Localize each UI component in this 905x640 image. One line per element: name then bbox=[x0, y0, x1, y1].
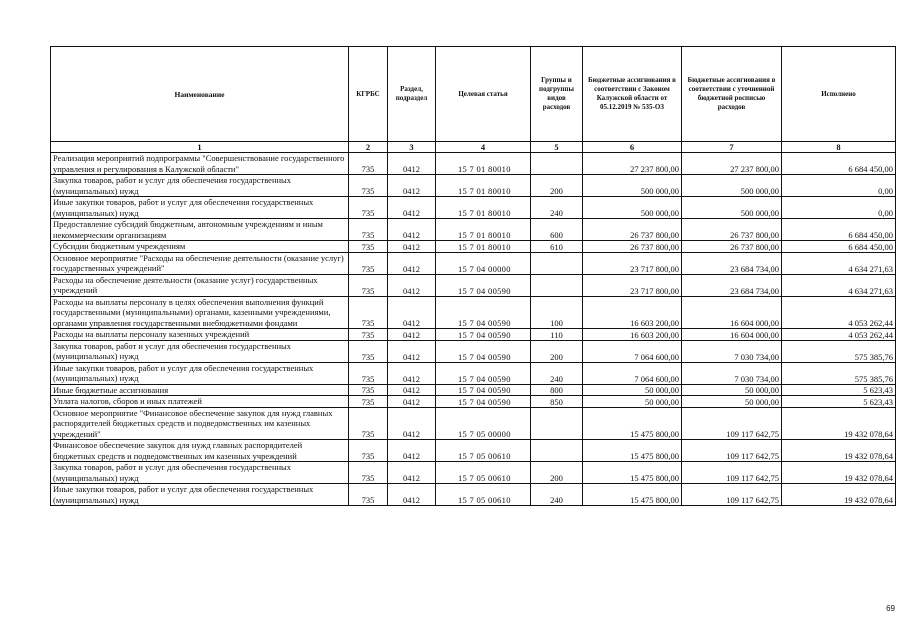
row-kgrbs: 735 bbox=[349, 362, 388, 384]
row-law-amount: 15 475 800,00 bbox=[583, 484, 682, 506]
row-refined-amount: 27 237 800,00 bbox=[682, 153, 782, 175]
row-section: 0412 bbox=[388, 362, 436, 384]
table-row bbox=[51, 274, 896, 296]
row-name: Основное мероприятие "Расходы на обеспечение деятельности (оказание услуг) государственных учреждений" bbox=[51, 252, 349, 274]
row-section: 0412 bbox=[388, 440, 436, 462]
row-section: 0412 bbox=[388, 252, 436, 274]
row-executed-amount: 0,00 bbox=[782, 175, 896, 197]
row-target: 15 7 01 80010 bbox=[436, 241, 531, 253]
column-number: 8 bbox=[782, 142, 896, 153]
row-executed-amount: 5 623,43 bbox=[782, 396, 896, 408]
row-kgrbs: 735 bbox=[349, 484, 388, 506]
row-refined-amount: 500 000,00 bbox=[682, 175, 782, 197]
row-group bbox=[531, 407, 583, 440]
row-kgrbs: 735 bbox=[349, 396, 388, 408]
row-section: 0412 bbox=[388, 274, 436, 296]
row-executed-amount: 19 432 078,64 bbox=[782, 484, 896, 506]
row-law-amount: 16 603 200,00 bbox=[583, 329, 682, 341]
row-section: 0412 bbox=[388, 153, 436, 175]
row-kgrbs: 735 bbox=[349, 329, 388, 341]
row-group: 200 bbox=[531, 175, 583, 197]
row-executed-amount: 19 432 078,64 bbox=[782, 440, 896, 462]
header-target: Целевая статья bbox=[436, 47, 531, 142]
row-kgrbs: 735 bbox=[349, 440, 388, 462]
row-group: 100 bbox=[531, 296, 583, 329]
column-number: 7 bbox=[682, 142, 782, 153]
row-name: Закупка товаров, работ и услуг для обеспечения государственных (муниципальных) нужд bbox=[51, 340, 349, 362]
budget-table bbox=[50, 46, 896, 506]
row-group: 800 bbox=[531, 384, 583, 396]
row-target: 15 7 01 80010 bbox=[436, 197, 531, 219]
row-refined-amount: 23 684 734,00 bbox=[682, 252, 782, 274]
row-target: 15 7 04 00000 bbox=[436, 252, 531, 274]
row-name: Расходы на выплаты персоналу в целях обеспечения выполнения функций государственными (муниципальными) органами, казенными учреждениями, органами управления государственными внебюджетными фондами bbox=[51, 296, 349, 329]
row-refined-amount: 16 604 000,00 bbox=[682, 329, 782, 341]
row-group: 610 bbox=[531, 241, 583, 253]
row-group: 850 bbox=[531, 396, 583, 408]
row-law-amount: 50 000,00 bbox=[583, 384, 682, 396]
row-target: 15 7 05 00610 bbox=[436, 440, 531, 462]
row-group: 200 bbox=[531, 462, 583, 484]
row-executed-amount: 5 623,43 bbox=[782, 384, 896, 396]
header-refined: Бюджетные ассигнования в соответствии с уточненной бюджетной росписью расходов bbox=[682, 47, 782, 142]
row-refined-amount: 109 117 642,75 bbox=[682, 462, 782, 484]
row-group bbox=[531, 440, 583, 462]
row-kgrbs: 735 bbox=[349, 384, 388, 396]
table-row bbox=[51, 153, 896, 175]
table-row bbox=[51, 340, 896, 362]
row-target: 15 7 04 00590 bbox=[436, 340, 531, 362]
row-group bbox=[531, 252, 583, 274]
row-refined-amount: 16 604 000,00 bbox=[682, 296, 782, 329]
row-name: Финансовое обеспечение закупок для нужд главных распорядителей бюджетных средств и подведомственных им казенных учреждений bbox=[51, 440, 349, 462]
row-target: 15 7 04 00590 bbox=[436, 396, 531, 408]
row-name: Закупка товаров, работ и услуг для обеспечения государственных (муниципальных) нужд bbox=[51, 462, 349, 484]
header-kgrbs: КГРБС bbox=[349, 47, 388, 142]
row-target: 15 7 04 00590 bbox=[436, 274, 531, 296]
row-name: Иные закупки товаров, работ и услуг для обеспечения государственных (муниципальных) нужд bbox=[51, 362, 349, 384]
header-name: Наименование bbox=[51, 47, 349, 142]
row-executed-amount: 4 634 271,63 bbox=[782, 274, 896, 296]
row-section: 0412 bbox=[388, 296, 436, 329]
row-law-amount: 27 237 800,00 bbox=[583, 153, 682, 175]
header-groups: Группы и подгруппы видов расходов bbox=[531, 47, 583, 142]
row-name: Иные закупки товаров, работ и услуг для обеспечения государственных (муниципальных) нужд bbox=[51, 484, 349, 506]
row-refined-amount: 26 737 800,00 bbox=[682, 241, 782, 253]
row-kgrbs: 735 bbox=[349, 175, 388, 197]
row-refined-amount: 7 030 734,00 bbox=[682, 362, 782, 384]
row-law-amount: 23 717 800,00 bbox=[583, 274, 682, 296]
row-executed-amount: 6 684 450,00 bbox=[782, 219, 896, 241]
row-law-amount: 7 064 600,00 bbox=[583, 340, 682, 362]
header-law: Бюджетные ассигнования в соответствии с Законом Калужской области от 05.12.2019 № 535-ОЗ bbox=[583, 47, 682, 142]
table-row bbox=[51, 252, 896, 274]
column-number: 4 bbox=[436, 142, 531, 153]
row-refined-amount: 109 117 642,75 bbox=[682, 440, 782, 462]
row-group: 240 bbox=[531, 197, 583, 219]
row-section: 0412 bbox=[388, 396, 436, 408]
table-header bbox=[51, 47, 896, 153]
row-target: 15 7 01 80010 bbox=[436, 219, 531, 241]
row-name: Закупка товаров, работ и услуг для обеспечения государственных (муниципальных) нужд bbox=[51, 175, 349, 197]
column-number: 3 bbox=[388, 142, 436, 153]
row-refined-amount: 50 000,00 bbox=[682, 384, 782, 396]
row-kgrbs: 735 bbox=[349, 274, 388, 296]
row-name: Расходы на выплаты персоналу казенных учреждений bbox=[51, 329, 349, 341]
table-row bbox=[51, 362, 896, 384]
row-name: Иные бюджетные ассигнования bbox=[51, 384, 349, 396]
table-row bbox=[51, 219, 896, 241]
row-name: Расходы на обеспечение деятельности (оказание услуг) государственных учреждений bbox=[51, 274, 349, 296]
row-target: 15 7 05 00000 bbox=[436, 407, 531, 440]
row-kgrbs: 735 bbox=[349, 219, 388, 241]
row-executed-amount: 575 385,76 bbox=[782, 340, 896, 362]
row-executed-amount: 4 634 271,63 bbox=[782, 252, 896, 274]
row-target: 15 7 01 80010 bbox=[436, 175, 531, 197]
row-refined-amount: 500 000,00 bbox=[682, 197, 782, 219]
row-kgrbs: 735 bbox=[349, 407, 388, 440]
row-refined-amount: 26 737 800,00 bbox=[682, 219, 782, 241]
row-group bbox=[531, 274, 583, 296]
row-section: 0412 bbox=[388, 484, 436, 506]
row-law-amount: 500 000,00 bbox=[583, 197, 682, 219]
table-row bbox=[51, 484, 896, 506]
table-row bbox=[51, 440, 896, 462]
table-row bbox=[51, 241, 896, 253]
table-row bbox=[51, 407, 896, 440]
table-row bbox=[51, 396, 896, 408]
row-name: Иные закупки товаров, работ и услуг для обеспечения государственных (муниципальных) нужд bbox=[51, 197, 349, 219]
row-executed-amount: 19 432 078,64 bbox=[782, 462, 896, 484]
row-kgrbs: 735 bbox=[349, 462, 388, 484]
row-law-amount: 15 475 800,00 bbox=[583, 407, 682, 440]
table-body bbox=[51, 153, 896, 506]
row-law-amount: 50 000,00 bbox=[583, 396, 682, 408]
row-group: 240 bbox=[531, 362, 583, 384]
row-kgrbs: 735 bbox=[349, 241, 388, 253]
row-group: 200 bbox=[531, 340, 583, 362]
table-row bbox=[51, 197, 896, 219]
column-number: 5 bbox=[531, 142, 583, 153]
row-law-amount: 7 064 600,00 bbox=[583, 362, 682, 384]
row-section: 0412 bbox=[388, 219, 436, 241]
row-section: 0412 bbox=[388, 407, 436, 440]
row-kgrbs: 735 bbox=[349, 296, 388, 329]
row-target: 15 7 01 80010 bbox=[436, 153, 531, 175]
page-number: 69 bbox=[886, 604, 895, 613]
row-target: 15 7 04 00590 bbox=[436, 296, 531, 329]
row-target: 15 7 04 00590 bbox=[436, 384, 531, 396]
row-name: Предоставление субсидий бюджетным, автономным учреждениям и иным некоммерческим организациям bbox=[51, 219, 349, 241]
row-kgrbs: 735 bbox=[349, 153, 388, 175]
row-law-amount: 26 737 800,00 bbox=[583, 241, 682, 253]
column-number: 2 bbox=[349, 142, 388, 153]
row-executed-amount: 4 053 262,44 bbox=[782, 329, 896, 341]
header-executed: Исполнено bbox=[782, 47, 896, 142]
row-executed-amount: 0,00 bbox=[782, 197, 896, 219]
header-section: Раздел, подраздел bbox=[388, 47, 436, 142]
table-row bbox=[51, 384, 896, 396]
row-section: 0412 bbox=[388, 175, 436, 197]
row-refined-amount: 109 117 642,75 bbox=[682, 484, 782, 506]
row-law-amount: 15 475 800,00 bbox=[583, 440, 682, 462]
row-section: 0412 bbox=[388, 462, 436, 484]
row-kgrbs: 735 bbox=[349, 197, 388, 219]
row-target: 15 7 05 00610 bbox=[436, 484, 531, 506]
row-executed-amount: 4 053 262,44 bbox=[782, 296, 896, 329]
row-refined-amount: 7 030 734,00 bbox=[682, 340, 782, 362]
row-name: Реализация мероприятий подпрограммы "Совершенствование государственного управления и регулирования в Калужской области" bbox=[51, 153, 349, 175]
row-name: Основное мероприятие "Финансовое обеспечение закупок для нужд главных распорядителей бюджетных средств и подведомственных им казенных учреждений" bbox=[51, 407, 349, 440]
row-section: 0412 bbox=[388, 241, 436, 253]
row-law-amount: 16 603 200,00 bbox=[583, 296, 682, 329]
row-section: 0412 bbox=[388, 329, 436, 341]
row-executed-amount: 19 432 078,64 bbox=[782, 407, 896, 440]
row-name: Уплата налогов, сборов и иных платежей bbox=[51, 396, 349, 408]
row-group: 240 bbox=[531, 484, 583, 506]
row-section: 0412 bbox=[388, 340, 436, 362]
column-number-row bbox=[51, 142, 896, 153]
row-group bbox=[531, 153, 583, 175]
row-law-amount: 26 737 800,00 bbox=[583, 219, 682, 241]
row-refined-amount: 23 684 734,00 bbox=[682, 274, 782, 296]
row-group: 110 bbox=[531, 329, 583, 341]
row-section: 0412 bbox=[388, 197, 436, 219]
table-row bbox=[51, 175, 896, 197]
row-law-amount: 23 717 800,00 bbox=[583, 252, 682, 274]
row-target: 15 7 04 00590 bbox=[436, 329, 531, 341]
table-row bbox=[51, 296, 896, 329]
row-refined-amount: 109 117 642,75 bbox=[682, 407, 782, 440]
row-executed-amount: 575 385,76 bbox=[782, 362, 896, 384]
table-row bbox=[51, 462, 896, 484]
row-group: 600 bbox=[531, 219, 583, 241]
row-executed-amount: 6 684 450,00 bbox=[782, 241, 896, 253]
row-law-amount: 15 475 800,00 bbox=[583, 462, 682, 484]
row-kgrbs: 735 bbox=[349, 252, 388, 274]
row-section: 0412 bbox=[388, 384, 436, 396]
column-number: 1 bbox=[51, 142, 349, 153]
row-name: Субсидии бюджетным учреждениям bbox=[51, 241, 349, 253]
row-target: 15 7 05 00610 bbox=[436, 462, 531, 484]
row-law-amount: 500 000,00 bbox=[583, 175, 682, 197]
row-refined-amount: 50 000,00 bbox=[682, 396, 782, 408]
table-row bbox=[51, 329, 896, 341]
row-target: 15 7 04 00590 bbox=[436, 362, 531, 384]
column-number: 6 bbox=[583, 142, 682, 153]
row-kgrbs: 735 bbox=[349, 340, 388, 362]
row-executed-amount: 6 684 450,00 bbox=[782, 153, 896, 175]
